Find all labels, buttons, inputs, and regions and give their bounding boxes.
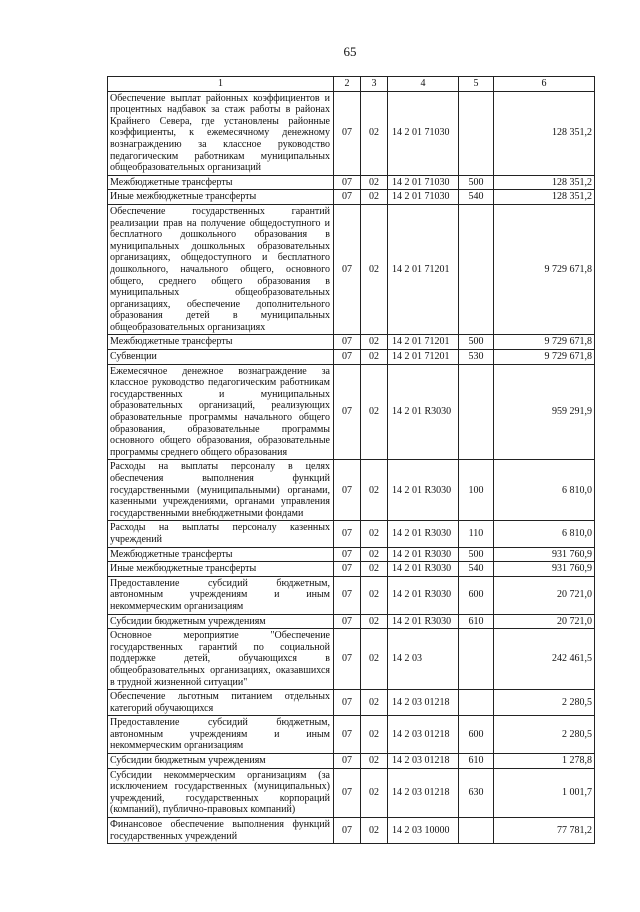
row-target-article: 14 2 01 R3030 [388,576,459,614]
table-row [108,576,595,614]
row-section: 07 [334,818,361,844]
row-target-article: 14 2 03 [388,629,459,690]
row-amount: 128 351,2 [494,175,595,190]
table-row [108,350,595,365]
row-section: 07 [334,547,361,562]
row-name: Субсидии бюджетным учреждениям [108,614,334,629]
row-subsection: 02 [361,768,388,817]
table-row [108,754,595,769]
row-section: 07 [334,754,361,769]
page-number: 65 [343,44,357,59]
row-subsection: 02 [361,576,388,614]
row-expense-type [459,629,494,690]
row-name: Обеспечение государственных гарантий реализации прав на получение общедоступного и бесплатного дошкольного образования в муниципальных дошкольных образовательных организациях, общедоступного и бесплатного дошкольного, начального общего, основного общего, среднего общего образования в муниципальных общеобразовательных организациях, обеспечение дополнительного образования детей в муниципальных общеобразовательных организациях [108,204,334,335]
row-expense-type [459,204,494,335]
row-target-article: 14 2 01 R3030 [388,562,459,577]
row-expense-type: 500 [459,175,494,190]
row-section: 07 [334,350,361,365]
row-target-article: 14 2 01 R3030 [388,364,459,460]
table-row [108,690,595,716]
row-amount: 931 760,9 [494,547,595,562]
table-row [108,190,595,205]
row-amount: 9 729 671,8 [494,204,595,335]
row-subsection: 02 [361,629,388,690]
row-subsection: 02 [361,754,388,769]
row-target-article: 14 2 01 71030 [388,190,459,205]
table-row [108,562,595,577]
row-section: 07 [334,190,361,205]
row-subsection: 02 [361,614,388,629]
row-expense-type [459,364,494,460]
col-header-name: 1 [108,77,334,92]
row-section: 07 [334,335,361,350]
row-target-article: 14 2 03 01218 [388,768,459,817]
row-name: Ежемесячное денежное вознаграждение за классное руководство педагогическим работникам государственных и муниципальных образовательных организаций, реализующих образовательные программы начального общего образования, образовательные программы основного общего образования, образовательные программы среднего общего образования [108,364,334,460]
row-subsection: 02 [361,350,388,365]
row-expense-type: 100 [459,460,494,521]
row-expense-type [459,818,494,844]
row-expense-type: 500 [459,335,494,350]
table-row [108,460,595,521]
row-section: 07 [334,629,361,690]
col-header-subsection: 3 [361,77,388,92]
row-amount: 9 729 671,8 [494,350,595,365]
row-expense-type: 540 [459,562,494,577]
row-subsection: 02 [361,190,388,205]
row-subsection: 02 [361,521,388,547]
row-subsection: 02 [361,460,388,521]
row-expense-type: 610 [459,614,494,629]
row-name: Межбюджетные трансферты [108,335,334,350]
table-row [108,335,595,350]
row-subsection: 02 [361,562,388,577]
row-name: Иные межбюджетные трансферты [108,190,334,205]
row-amount: 128 351,2 [494,190,595,205]
table-row [108,204,595,335]
table-row [108,818,595,844]
row-name: Расходы на выплаты персоналу казенных учреждений [108,521,334,547]
row-subsection: 02 [361,818,388,844]
table-row [108,521,595,547]
row-name: Обеспечение выплат районных коэффициентов и процентных надбавок за стаж работы в районах Крайнего Севера, где установлены районные коэффициенты, к ежемесячному денежному вознаграждению за классное руководство педагогическим работникам муниципальных общеобразовательных организаций [108,91,334,175]
table-row [108,91,595,175]
row-section: 07 [334,521,361,547]
row-section: 07 [334,364,361,460]
row-expense-type [459,91,494,175]
row-target-article: 14 2 01 R3030 [388,547,459,562]
row-amount: 6 810,0 [494,521,595,547]
row-subsection: 02 [361,716,388,754]
row-expense-type: 600 [459,716,494,754]
table-row [108,768,595,817]
row-expense-type: 540 [459,190,494,205]
row-name: Основное мероприятие "Обеспечение государственных гарантий по социальной поддержке детей, обучающихся в общеобразовательных организациях, оказавшихся в трудной жизненной ситуации" [108,629,334,690]
row-amount: 242 461,5 [494,629,595,690]
table-row [108,629,595,690]
row-name: Межбюджетные трансферты [108,175,334,190]
row-amount: 2 280,5 [494,690,595,716]
row-name: Предоставление субсидий бюджетным, автономным учреждениям и иным некоммерческим организациям [108,576,334,614]
row-amount: 77 781,2 [494,818,595,844]
row-amount: 931 760,9 [494,562,595,577]
col-header-amount: 6 [494,77,595,92]
row-expense-type: 500 [459,547,494,562]
row-amount: 20 721,0 [494,614,595,629]
row-subsection: 02 [361,175,388,190]
row-subsection: 02 [361,690,388,716]
row-section: 07 [334,690,361,716]
table-row [108,716,595,754]
row-target-article: 14 2 01 71030 [388,91,459,175]
row-amount: 2 280,5 [494,716,595,754]
row-target-article: 14 2 01 71201 [388,350,459,365]
row-section: 07 [334,204,361,335]
table-row [108,614,595,629]
row-section: 07 [334,460,361,521]
row-target-article: 14 2 01 R3030 [388,521,459,547]
table-row [108,547,595,562]
row-name: Расходы на выплаты персоналу в целях обеспечения выполнения функций государственными (муниципальными) органами, казенными учреждениями, органами управления государственными внебюджетными фондами [108,460,334,521]
row-target-article: 14 2 03 01218 [388,716,459,754]
row-expense-type: 110 [459,521,494,547]
row-amount: 1 278,8 [494,754,595,769]
row-expense-type: 630 [459,768,494,817]
row-name: Финансовое обеспечение выполнения функций государственных учреждений [108,818,334,844]
row-name: Обеспечение льготным питанием отдельных категорий обучающихся [108,690,334,716]
row-amount: 6 810,0 [494,460,595,521]
row-subsection: 02 [361,91,388,175]
row-target-article: 14 2 01 71030 [388,175,459,190]
row-target-article: 14 2 01 R3030 [388,460,459,521]
row-name: Межбюджетные трансферты [108,547,334,562]
row-name: Субвенции [108,350,334,365]
row-target-article: 14 2 03 01218 [388,690,459,716]
row-subsection: 02 [361,547,388,562]
row-name: Иные межбюджетные трансферты [108,562,334,577]
row-section: 07 [334,175,361,190]
row-name: Субсидии некоммерческим организациям (за исключением государственных (муниципальных) учреждений, государственных корпораций (компаний), публично-правовых компаний) [108,768,334,817]
row-amount: 128 351,2 [494,91,595,175]
row-name: Предоставление субсидий бюджетным, автономным учреждениям и иным некоммерческим организациям [108,716,334,754]
row-target-article: 14 2 03 10000 [388,818,459,844]
budget-table [107,76,595,844]
row-amount: 959 291,9 [494,364,595,460]
row-target-article: 14 2 01 71201 [388,204,459,335]
col-header-section: 2 [334,77,361,92]
row-section: 07 [334,91,361,175]
row-target-article: 14 2 01 R3030 [388,614,459,629]
row-section: 07 [334,768,361,817]
row-subsection: 02 [361,204,388,335]
col-header-expense-type: 5 [459,77,494,92]
table-row [108,175,595,190]
row-name: Субсидии бюджетным учреждениям [108,754,334,769]
row-subsection: 02 [361,364,388,460]
row-expense-type: 610 [459,754,494,769]
row-amount: 20 721,0 [494,576,595,614]
row-expense-type [459,690,494,716]
row-expense-type: 600 [459,576,494,614]
row-section: 07 [334,576,361,614]
row-expense-type: 530 [459,350,494,365]
table-row [108,364,595,460]
row-section: 07 [334,562,361,577]
row-subsection: 02 [361,335,388,350]
row-section: 07 [334,614,361,629]
row-target-article: 14 2 03 01218 [388,754,459,769]
row-section: 07 [334,716,361,754]
col-header-target-article: 4 [388,77,459,92]
header-row [108,77,595,92]
row-target-article: 14 2 01 71201 [388,335,459,350]
row-amount: 1 001,7 [494,768,595,817]
row-amount: 9 729 671,8 [494,335,595,350]
